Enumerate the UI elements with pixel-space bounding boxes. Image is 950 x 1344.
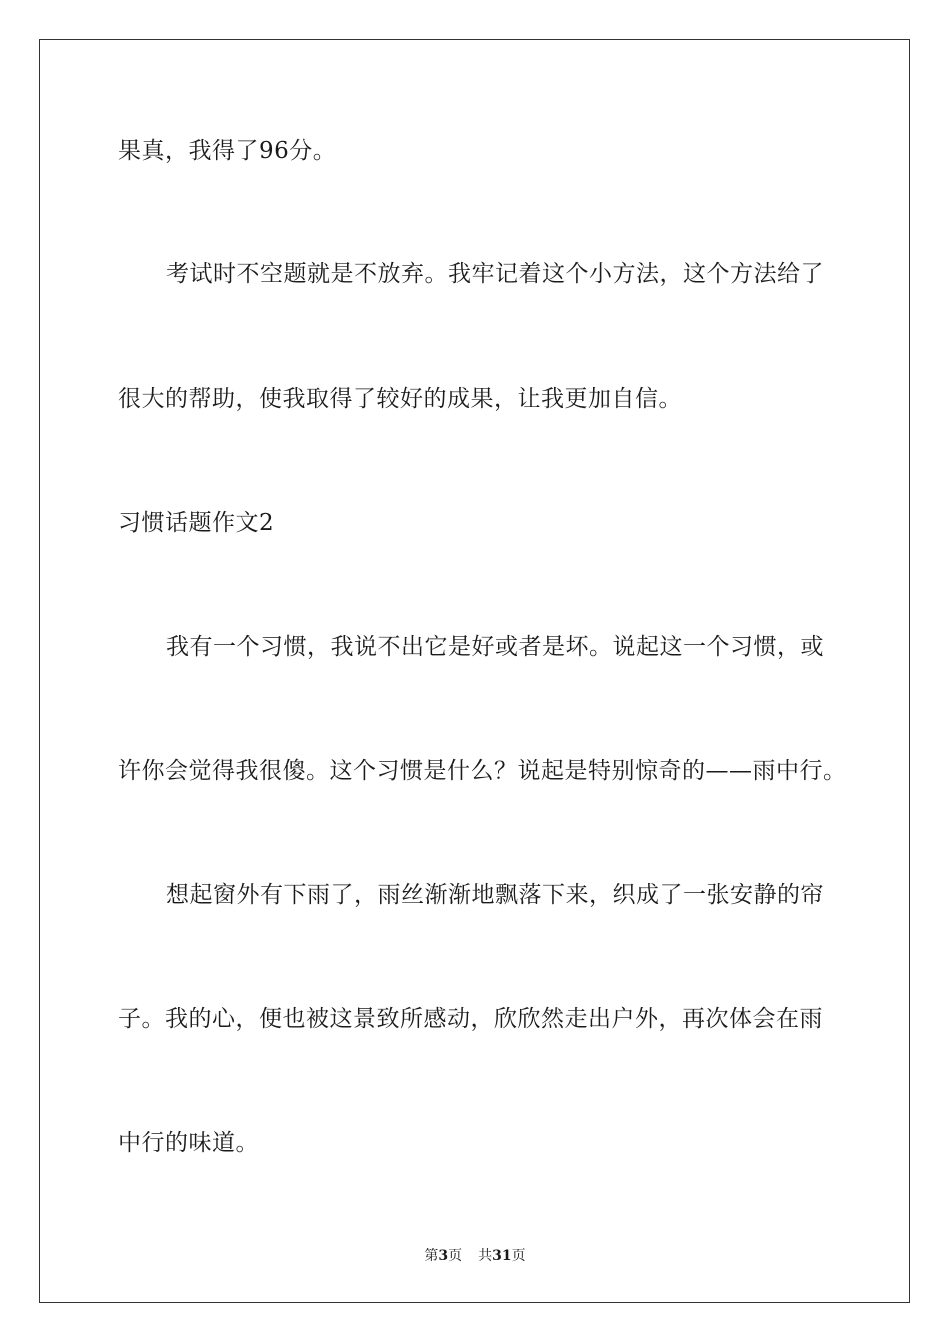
body-line-2: 考试时不空题就是不放弃。我牢记着这个小方法，这个方法给了 [166, 261, 824, 287]
footer-page-prefix: 第 [424, 1248, 439, 1264]
page-footer [0, 1246, 950, 1266]
page-border [39, 39, 910, 1303]
body-line-5: 许你会觉得我很傻。这个习惯是什么？说起是特别惊奇的——雨中行。 [118, 758, 847, 784]
body-line-4: 我有一个习惯，我说不出它是好或者是坏。说起这一个习惯，或 [166, 634, 824, 660]
footer-page-suffix: 页 [448, 1248, 463, 1264]
body-line-3: 很大的帮助，使我取得了较好的成果，让我更加自信。 [118, 386, 682, 412]
footer-page-number: 3 [438, 1248, 449, 1264]
section-heading: 习惯话题作文2 [118, 510, 275, 536]
body-line-1: 果真，我得了96分。 [118, 138, 337, 164]
footer-total-prefix: 共 [478, 1248, 493, 1264]
body-line-7: 子。我的心，便也被这景致所感动，欣欣然走出户外，再次体会在雨 [118, 1006, 823, 1032]
body-line-6: 想起窗外有下雨了，雨丝渐渐地飘落下来，织成了一张安静的帘 [166, 882, 824, 908]
footer-total-pages: 31 [492, 1248, 512, 1264]
body-line-8: 中行的味道。 [118, 1130, 259, 1156]
footer-total-suffix: 页 [511, 1248, 526, 1264]
